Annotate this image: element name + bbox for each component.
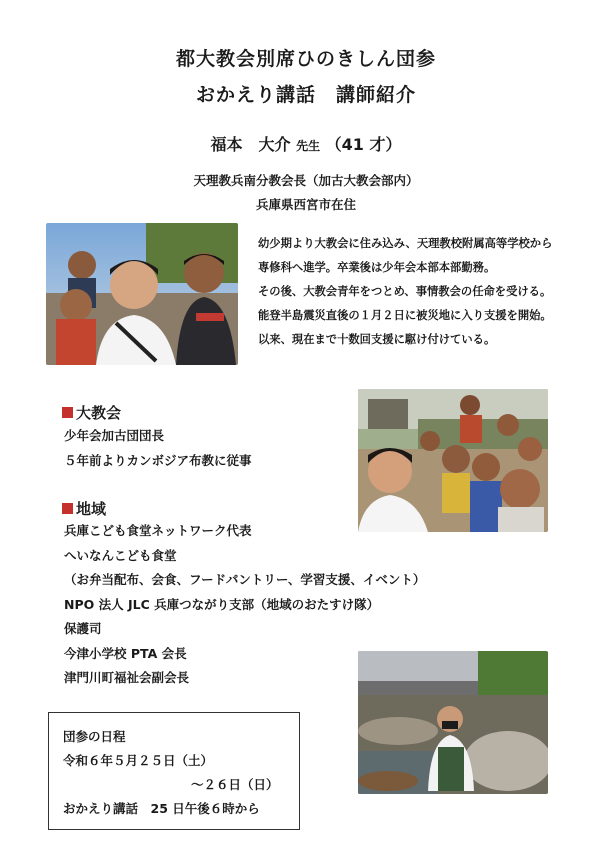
bio-line: 能登半島震災直後の１月２日に被災地に入り支援を開始。 (258, 309, 552, 322)
speaker-name-line (0, 132, 612, 155)
list-item: NPO 法人 JLC 兵庫つながり支部（地域のおたすけ隊） (64, 596, 380, 612)
list-item: 保護司 (64, 621, 102, 636)
schedule-heading: 団参の日程 (63, 729, 126, 744)
red-square-bullet-icon (62, 503, 73, 514)
list-item: 今津小学校 PTA 会長 (64, 645, 187, 661)
list-item: 津門川町福祉会副会長 (64, 670, 190, 685)
list-item: ５年前よりカンボジア布教に従事 (64, 452, 252, 468)
speaker-name: 福本 大介 (210, 135, 291, 154)
list-item: （お弁当配布、会食、フードパントリー、学習支援、イベント） (64, 572, 426, 587)
schedule-talk-time: おかえり講話 25 日午後６時から (63, 801, 260, 816)
speaker-residence: 兵庫県西宮市在住 (255, 197, 356, 212)
bio-line: 以来、現在まで十数回支援に駆け付けている。 (258, 333, 496, 346)
church-heading-text: 大教会 (76, 404, 122, 422)
speaker-role: 天理教兵南分教会長（加古大教会部内） (193, 173, 419, 188)
community-section-heading (62, 498, 106, 519)
church-section-list (64, 424, 252, 473)
list-item: へいなんこども食堂 (64, 547, 177, 563)
photo-with-cambodian-children (358, 389, 548, 532)
speaker-age: （41 才） (325, 135, 402, 154)
community-heading-text: 地域 (76, 500, 107, 518)
photo-river-cleanup (358, 651, 548, 794)
bio-line: 専修科へ進学。卒業後は少年会本部本部勤務。 (258, 261, 496, 274)
list-item: 少年会加古団団長 (64, 428, 165, 443)
page-title-line2: おかえり講話 講師紹介 (195, 84, 416, 106)
schedule-date-start: 令和６年５月２５日（土） (63, 753, 214, 768)
red-square-bullet-icon (62, 407, 73, 418)
bio-line: 幼少期より大教会に住み込み、天理教校附属高等学校から (258, 237, 553, 250)
schedule-date-end: ～２６日（日） (191, 777, 279, 792)
church-section-heading (62, 402, 121, 423)
page-title-line1: 都大教会別席ひのきしん団参 (175, 48, 436, 70)
bio-text (258, 232, 598, 352)
schedule-box (48, 712, 300, 830)
photo-selfie-with-children (46, 223, 238, 365)
bio-line: その後、大教会青年をつとめ、事情教会の任命を受ける。 (258, 285, 552, 298)
speaker-honorific: 先生 (296, 139, 321, 153)
list-item: 兵庫こども食堂ネットワーク代表 (64, 523, 252, 538)
